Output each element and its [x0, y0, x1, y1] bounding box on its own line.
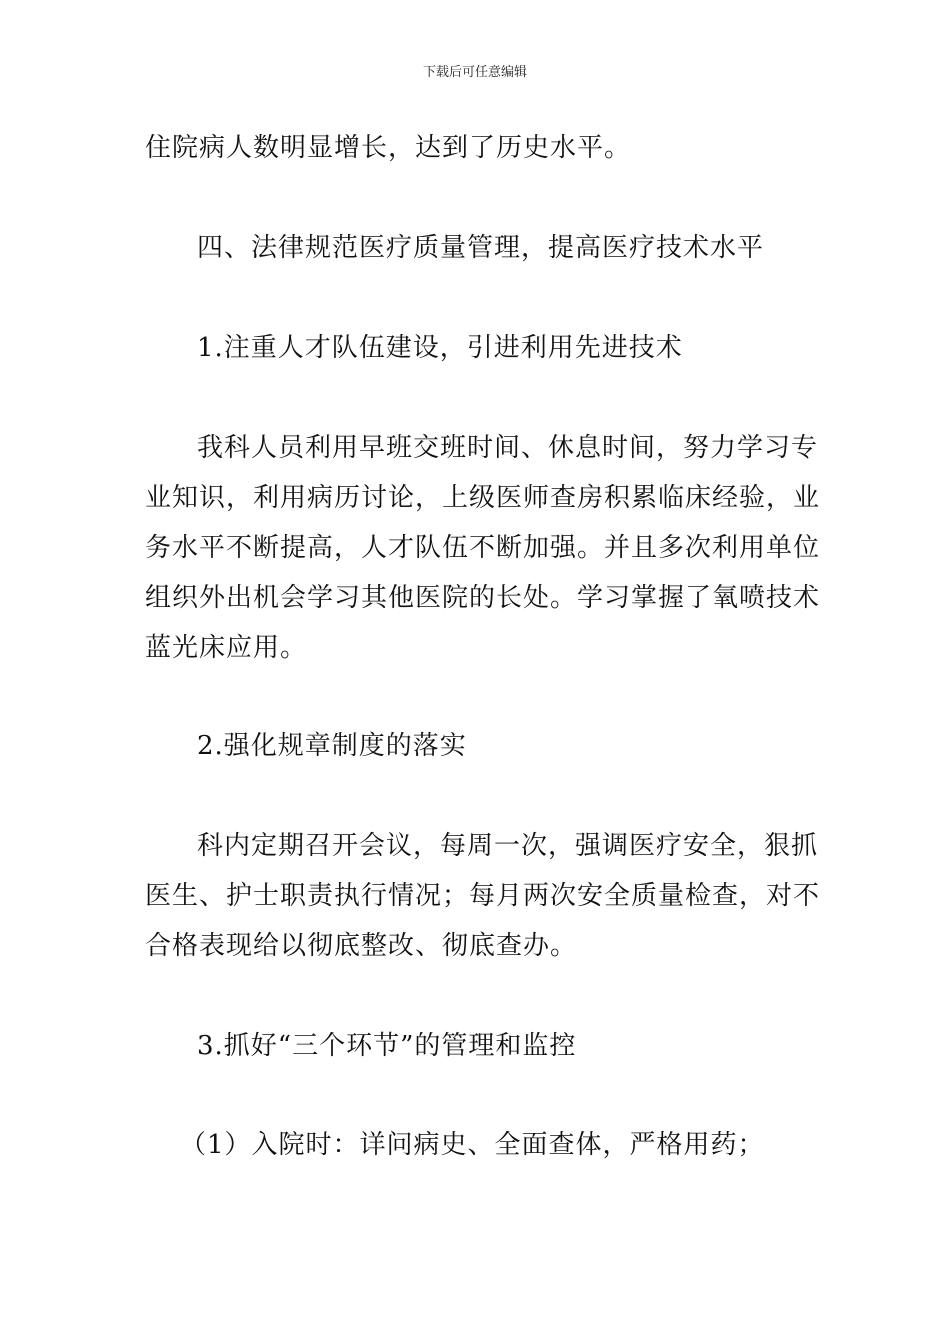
text-line: （1）入院时：详问病史、全面查体，严格用药； [180, 1130, 765, 1160]
heading-text: 四、法律规范医疗质量管理，提高医疗技术水平 [197, 233, 765, 263]
paragraph-intro [145, 123, 810, 173]
subsection-heading-1 [145, 323, 862, 373]
text-line: 务水平不断提高，人才队伍不断加强。并且多次利用单位 [145, 533, 821, 563]
text-line: 我科人员利用早班交班时间、休息时间，努力学习专 [197, 433, 819, 463]
section-heading-4 [145, 223, 862, 273]
page-header-note: 下载后可任意编辑 [422, 65, 527, 80]
list-item-admission [145, 1120, 845, 1170]
subsection-heading-2 [145, 721, 862, 771]
paragraph-talent [145, 423, 821, 673]
text-line: 医生、护士职责执行情况；每月两次安全质量检查，对不 [145, 881, 821, 911]
heading-text: 3.抓好“三个环节”的管理和监控 [197, 1031, 577, 1061]
subsection-heading-3 [145, 1021, 862, 1071]
text-line: 科内定期召开会议，每周一次，强调医疗安全，狠抓 [197, 831, 819, 861]
text-line: 合格表现给以彻底整改、彻底查办。 [145, 931, 578, 961]
heading-text: 2.强化规章制度的落实 [197, 731, 467, 761]
text-line: 业知识，利用病历讨论，上级医师查房积累临床经验，业 [145, 483, 821, 513]
heading-text: 1.注重人才队伍建设，引进利用先进技术 [197, 333, 683, 363]
text-line: 蓝光床应用。 [145, 633, 308, 663]
paragraph-rules [145, 821, 821, 971]
text-line: 住院病人数明显增长，达到了历史水平。 [145, 133, 632, 163]
text-line: 组织外出机会学习其他医院的长处。学习掌握了氧喷技术 [145, 583, 821, 613]
